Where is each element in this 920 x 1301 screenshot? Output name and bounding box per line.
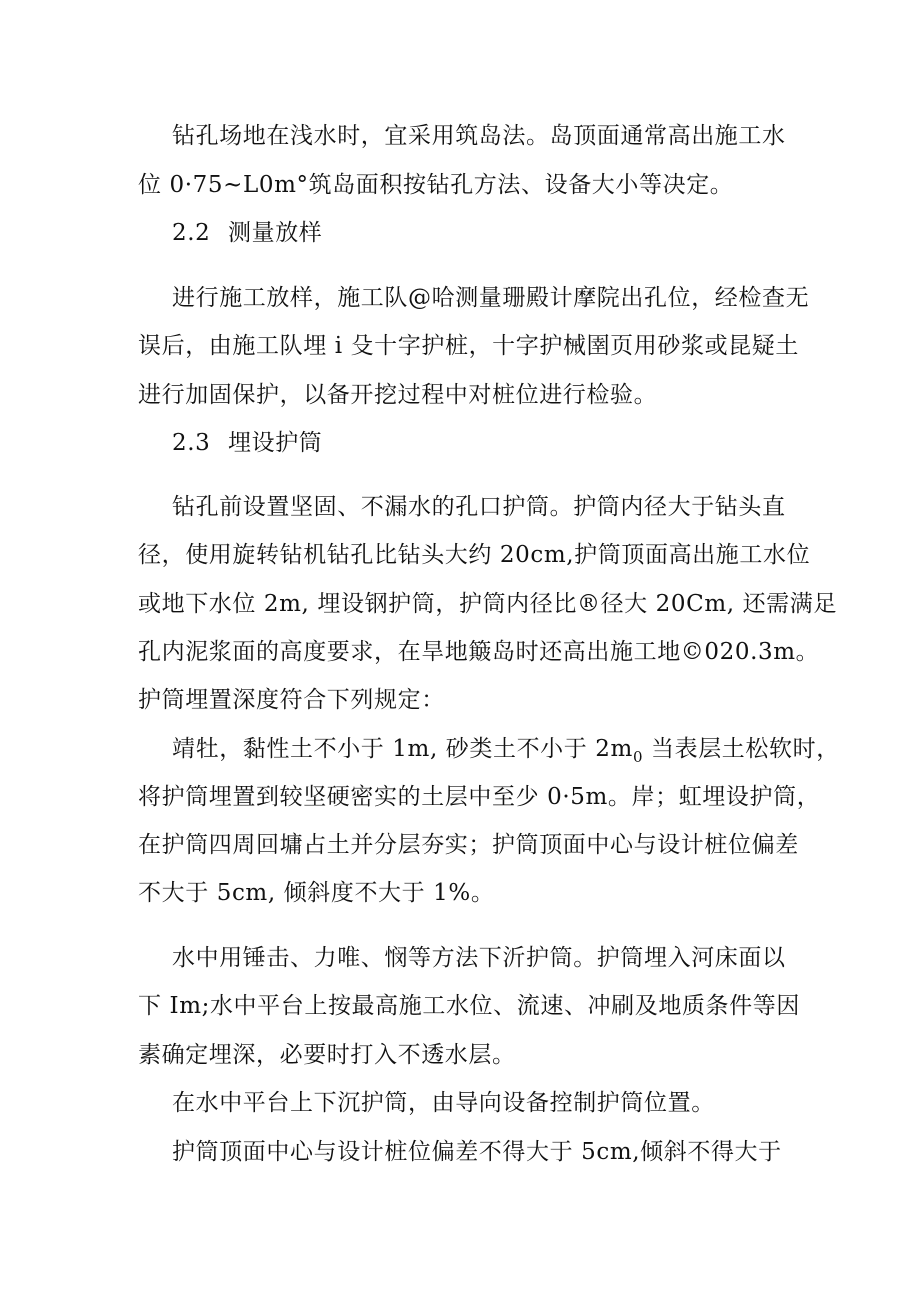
- section-heading-2-2: [172, 218, 322, 248]
- para7-line1: 护筒顶面中心与设计桩位偏差不得大于 5cm,倾斜不得大于: [172, 1139, 782, 1165]
- para6-line1: 在水中平台上下沉护筒，由导向设备控制护筒位置。: [172, 1090, 715, 1116]
- para2-line1: 进行施工放样，施工队@哈测量珊殿计摩院出孔位，经检查无: [172, 285, 810, 311]
- para4-line1-subscript: 0: [632, 748, 644, 766]
- para3-line1: 钻孔前设置坚固、不漏水的孔口护筒。护筒内径大于钻头直: [172, 494, 786, 520]
- section-title: 埋设护筒: [228, 430, 323, 456]
- para1-line2: 位 0·75~L0m°筑岛面积按钻孔方法、设备大小等决定。: [138, 172, 734, 198]
- para4-line1-text-a: 靖牡，黏性土不小于 1m, 砂类土不小于 2m: [172, 736, 633, 762]
- para4-line1-text-b: 当表层土松软时，: [643, 736, 840, 762]
- para4-line2: 将护筒埋置到较坚硬密实的土层中至少 0·5m。岸；虹埋设护筒，: [138, 784, 821, 810]
- para3-line5: 护筒埋置深度符合下列规定：: [138, 687, 445, 713]
- para3-line2: 径，使用旋转钻机钻孔比钻头大约 20cm,护筒顶面高出施工水位: [138, 542, 811, 568]
- para5-line2: 下 Im;水中平台上按最高施工水位、流速、冲刷及地质条件等因: [138, 993, 800, 1019]
- para5-line3: 素确定埋深，必要时打入不透水层。: [138, 1042, 516, 1068]
- section-number: 2.2: [172, 220, 211, 246]
- section-number: 2.3: [172, 430, 211, 456]
- para4-line3: 在护筒四周回墉占土并分层夯实；护筒顶面中心与设计桩位偏差: [138, 832, 799, 858]
- para3-line4: 孔内泥浆面的高度要求，在旱地簸岛时还高出施工地©020.3m。: [138, 639, 820, 665]
- para5-line1: 水中用锤击、力唯、悯等方法下沂护筒。护筒埋入河床面以: [172, 945, 786, 971]
- para1-line1: 钻孔场地在浅水时，宜采用筑岛法。岛顶面通常高出施工水: [172, 123, 786, 149]
- section-title: 测量放样: [228, 220, 323, 246]
- para4-line1: [172, 734, 840, 772]
- para2-line3: 进行加固保护，以备开挖过程中对桩位进行检验。: [138, 382, 658, 408]
- section-heading-2-3: [172, 428, 322, 458]
- para4-line4: 不大于 5cm, 倾斜度不大于 1%。: [138, 880, 495, 906]
- para3-line3: 或地下水位 2m, 埋设钢护筒，护筒内径比®径大 20Cm, 还需满足: [138, 591, 837, 617]
- para2-line2: 误后，由施工队埋 i 殳十字护桩，十字护械圉页用砂浆或昆疑土: [138, 333, 799, 359]
